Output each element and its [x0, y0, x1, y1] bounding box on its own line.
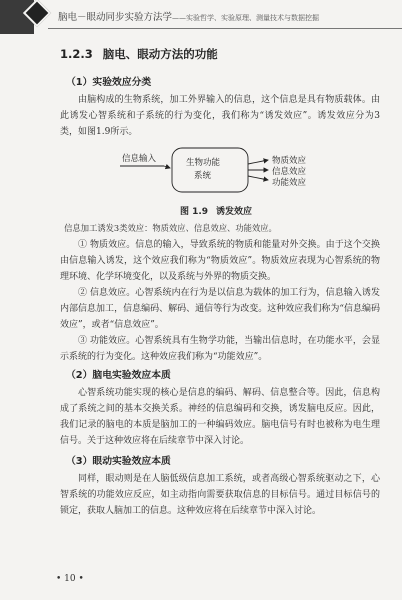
section-number: 1.2.3	[60, 47, 93, 61]
subsection-title-3: （3）眼动实验效应本质	[66, 456, 171, 467]
section-heading	[60, 46, 380, 62]
header-rule	[48, 28, 402, 29]
page-number: • 10 •	[56, 574, 84, 584]
output-arrow-1	[248, 160, 268, 164]
input-arrow	[164, 166, 170, 168]
paragraph-item-3: ③ 功能效应。心智系统具有生物学功能，当输出信息时，在功能水平，会显示系统的行为变化。这种效应我们称为“功能效应”。	[60, 336, 380, 362]
input-label: 信息输入	[122, 154, 157, 164]
header-subtitle: ——实验哲学、实验原理、测量技术与数据挖掘	[172, 14, 320, 22]
header-title: 脑电－眼动同步实验方法学	[58, 12, 173, 23]
section-title: 脑电、眼动方法的功能	[102, 47, 218, 61]
output-arrow-3	[248, 176, 268, 180]
running-header	[0, 0, 402, 34]
paragraph-item-1: ① 物质效应。信息的输入，导致系统的物质和能量对外交换。由于这个交换由信息输入诱发，这个效应我们称为“物质效应”。物质效应表现为心智系统的物理环境、化学环境变化，以及系统与外界的物质交换。	[60, 240, 380, 282]
figure-diagram	[60, 144, 380, 200]
paragraph-eeg: 心智系统功能实现的核心是信息的编码、解码、信息整合等。因此，信息构成了系统之间的基本交换关系。神经的信息编码和交换，诱发脑电反应。因此，我们记录的脑电的本质是脑加工的一种编码效应。脑电信号有时也被称为电生理信号。关于这种效应将在后续章节中深入讨论。	[60, 388, 380, 446]
output-label-3: 功能效应	[272, 178, 307, 188]
subsection-title-2: （2）脑电实验效应本质	[66, 370, 171, 381]
output-label-1: 物质效应	[272, 156, 307, 166]
figure-note: 信息加工诱发3类效应：物质效应、信息效应、功能效应。	[64, 223, 277, 233]
subsection-title-1: （1）实验效应分类	[66, 77, 152, 88]
page-body	[60, 46, 380, 519]
figure-caption	[60, 204, 380, 217]
paragraph-item-2: ② 信息效应。心智系统内在行为是以信息为载体的加工行为，信息输入诱发内部信息加工，信息编码、解码、通信等行为改变。这种效应我们称为“信息编码效应”，或者“信息效应”。	[60, 288, 380, 330]
output-label-2: 信息效应	[272, 167, 307, 177]
box-label-line2: 系统	[194, 171, 212, 181]
running-header-text	[58, 9, 319, 23]
paragraph-intro: 由脑构成的生物系统，加工外界输入的信息，这个信息是具有物质载体。由此诱发心智系统和子系统的行为变化，我们称为“诱发效应”。诱发效应分为3类，如图1.9所示。	[60, 95, 380, 137]
paragraph-eye: 同样，眼动则是在人脑低级信息加工系统，或者高级心智系统驱动之下，心智系统的功能效应反应，如主动指向需要获取信息的目标信号。通过目标信号的锁定，获取人脑加工的信息。这种效应将在后续章节中深入讨论。	[60, 474, 380, 516]
box-label-line1: 生物功能	[186, 158, 221, 168]
figure-caption-text: 诱发效应	[216, 207, 253, 217]
figure-1-9	[60, 144, 380, 200]
figure-caption-number: 图 1.9	[179, 207, 209, 217]
